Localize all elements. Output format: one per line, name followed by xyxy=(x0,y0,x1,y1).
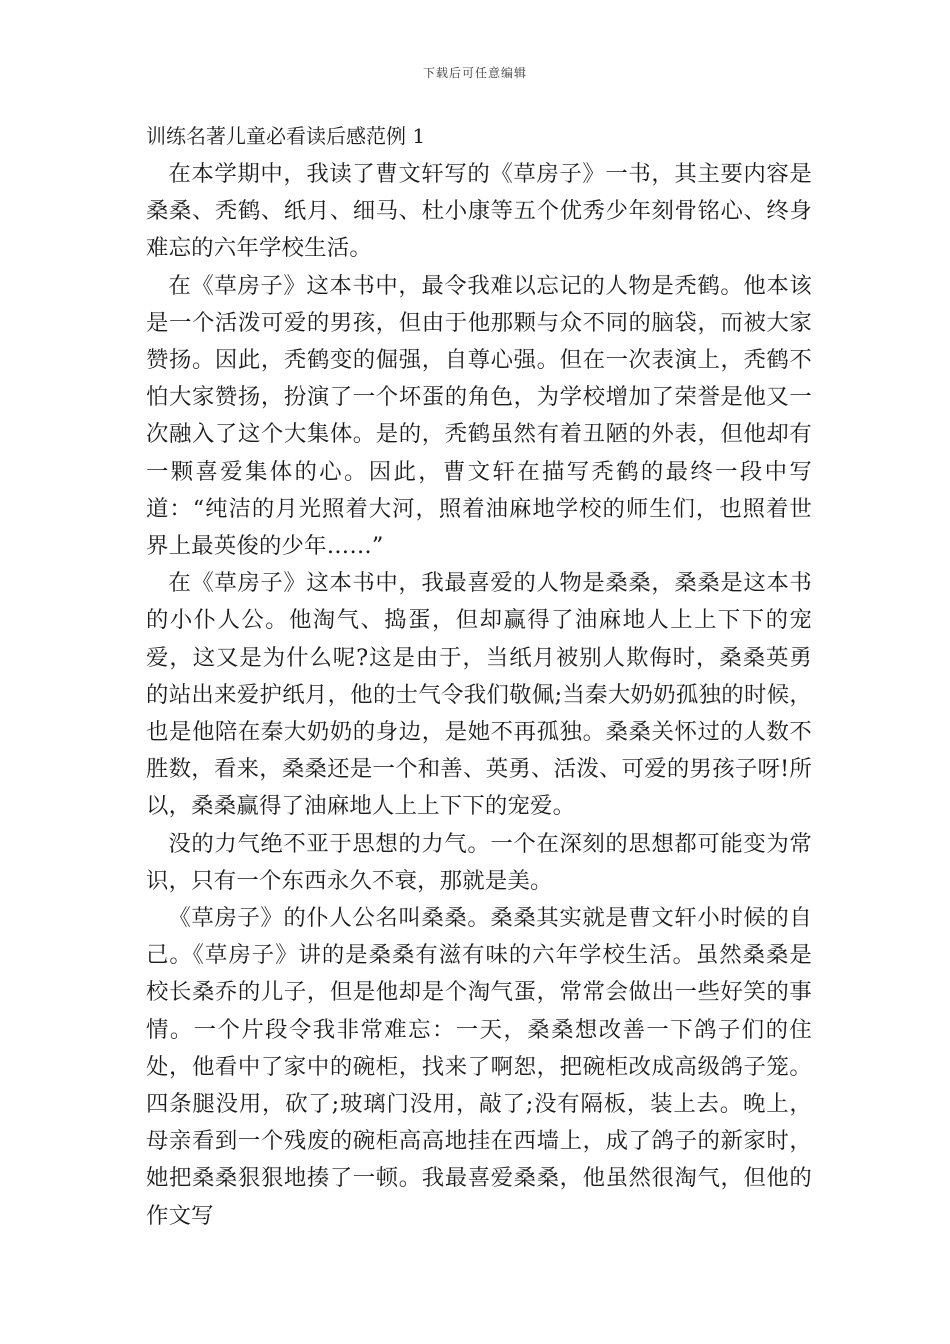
paragraph: 在《草房子》这本书中，我最喜爱的人物是桑桑，桑桑是这本书的小仆人公。他淘气、捣蛋，但却赢得了油麻地人上上下下的宠爱，这又是为什么呢?这是由于，当纸月被别人欺侮时，桑桑英勇的站出来爱护纸月，他的士气令我们敬佩;当秦大奶奶孤独的时候，也是他陪在秦大奶奶的身边，是她不再孤独。桑桑关怀过的人数不胜数，看来，桑桑还是一个和善、英勇、活泼、可爱的男孩子呀!所以，桑桑赢得了油麻地人上上下下的宠爱。 xyxy=(146,570,812,820)
paragraph: 《草房子》的仆人公名叫桑桑。桑桑其实就是曹文轩小时候的自己。《草房子》讲的是桑桑有滋有味的六年学校生活。虽然桑桑是校长桑乔的儿子，但是他却是个淘气蛋，常常会做出一些好笑的事情。一个片段令我非常难忘：一天，桑桑想改善一下鸽子们的住处，他看中了家中的碗柜，找来了啊恕，把碗柜改成高级鸽子笼。四条腿没用，砍了;玻璃门没用，敲了;没有隔板，装上去。晚上，母亲看到一个残废的碗柜高高地挂在西墙上，成了鸽子的新家时，她把桑桑狠狠地揍了一顿。我最喜爱桑桑，他虽然很淘气，但他的作文写 xyxy=(146,905,812,1229)
paragraph: 在本学期中，我读了曹文轩写的《草房子》一书，其主要内容是桑桑、秃鹤、纸月、细马、杜小康等五个优秀少年刻骨铭心、终身难忘的六年学校生活。 xyxy=(146,161,812,262)
document-body xyxy=(146,156,812,1235)
paragraph: 在《草房子》这本书中，最令我难以忘记的人物是秃鹤。他本该是一个活泼可爱的男孩，但由于他那颗与众不同的脑袋，而被大家赞扬。因此，秃鹤变的倔强，自尊心强。但在一次表演上，秃鹤不怕大家赞扬，扮演了一个坏蛋的角色，为学校增加了荣誉是他又一次融入了这个大集体。是的，秃鹤虽然有着丑陋的外表，但他却有一颗喜爱集体的心。因此，曹文轩在描写秃鹤的最终一段中写道：“纯洁的月光照着大河，照着油麻地学校的师生们，也照着世界上最英俊的少年……” xyxy=(146,272,812,560)
document-title: 训练名著儿童必看读后感范例 1 xyxy=(146,124,426,148)
page-header: 下载后可任意编辑 xyxy=(422,66,527,80)
paragraph: 没的力气绝不亚于思想的力气。一个在深刻的思想都可能变为常识，只有一个东西永久不衰，那就是美。 xyxy=(146,830,812,894)
